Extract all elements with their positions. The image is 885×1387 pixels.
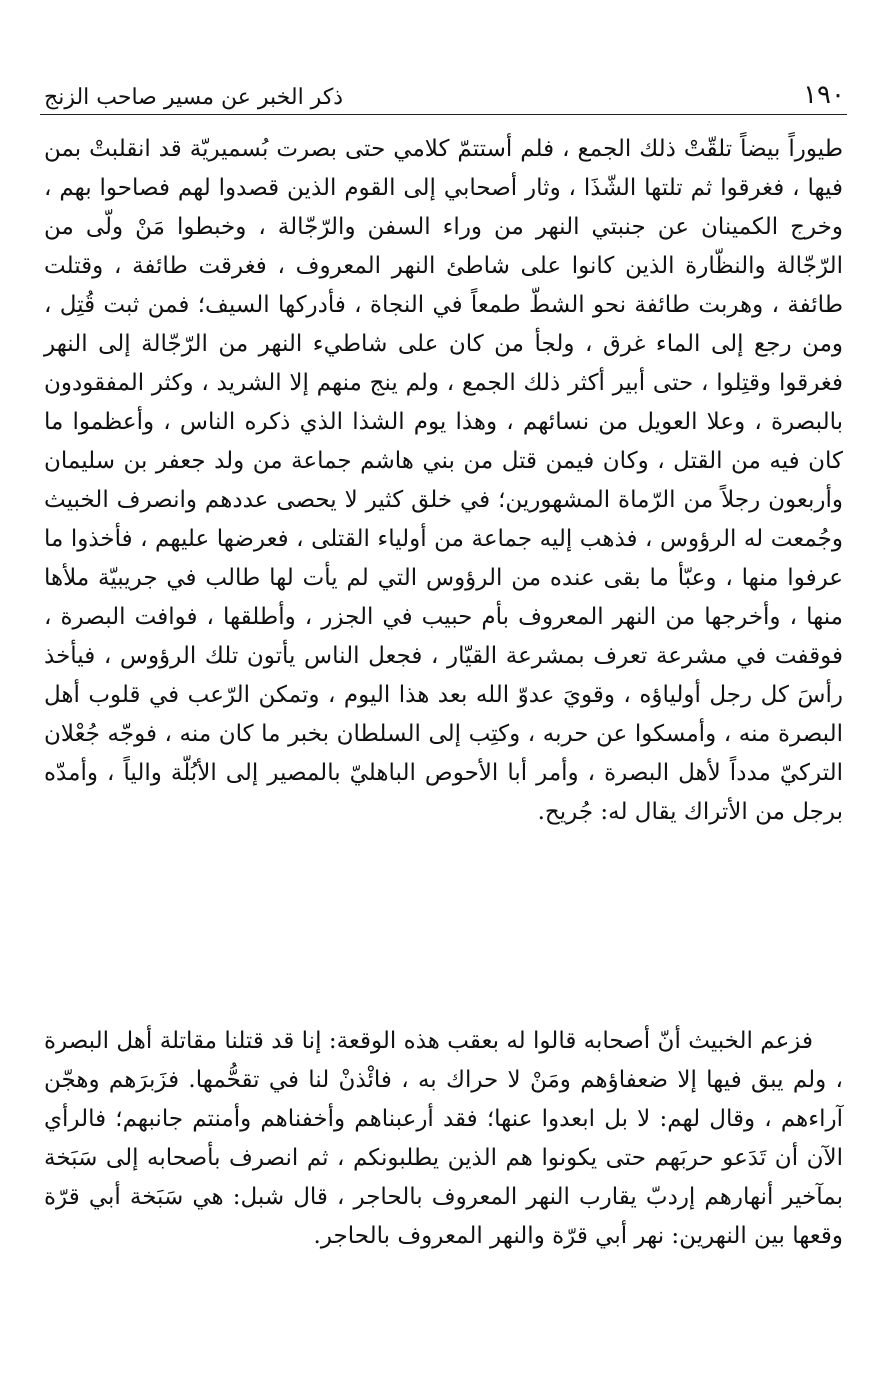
page-header: [44, 68, 845, 110]
paragraph-text: طيوراً بيضاً تلقّتْ ذلك الجمع ، فلم أستتمّ كلامي حتى بصرت بُسميريّة قد انقلبتْ بمن فيها ، فغرقوا ثم تلتها الشّذَا ، وثار أصحابي إلى القوم الذين قصدوا لهم فصاحوا بهم ، وخرج الكمينان عن جنبتي النهر من وراء السفن والرّجّالة ، وخبطوا مَنْ ولّى من الرّجّالة والنظّارة الذين كانوا على شاطئ النهر المعروف ، فغرقت طائفة ، وقتلت طائفة ، وهربت طائفة نحو الشطّ طمعاً في النجاة ، فأدركها السيف؛ فمن ثبت قُتِل ، ومن رجع إلى الماء غرق ، ولجأ من كان على شاطيء النهر من الرّجّالة إلى النهر فغرقوا وقتِلوا ، حتى أبير أكثر ذلك الجمع ، ولم ينج منهم إلا الشريد ، وكثر المفقودون بالبصرة ، وعلا العويل من نسائهم ، وهذا يوم الشذا الذي ذكره الناس ، وأعظموا ما كان فيه من القتل ، وكان فيمن قتل من بني هاشم جماعة من ولد جعفر بن سليمان وأربعون رجلاً من الرّماة المشهورين؛ في خلق كثير لا يحصى عددهم وانصرف الخبيث وجُمعت له الرؤوس ، فذهب إليه جماعة من أولياء القتلى ، فعرضها عليهم ، فأخذوا ما عرفوا منها ، وعبّأ ما بقى عنده من الرؤوس التي لم يأت لها طالب في جريبيّة ملأها منها ، وأخرجها من النهر المعروف بأم حبيب في الجزر ، وأطلقها ، فوافت البصرة ، فوقفت في مشرعة تعرف بمشرعة القيّار ، فجعل الناس يأتون تلك الرؤوس ، فيأخذ رأسَ كل رجل أولياؤه ، وقويَ عدوّ الله بعد هذا اليوم ، وتمكن الرّعب في قلوب أهل البصرة منه ، وأمسكوا عن حربه ، وكتِب إلى السلطان بخبر ما كان منه ، فوجّه جُعْلان التركيّ مدداً لأهل البصرة ، وأمر أبا الأحوص الباهليّ بالمصير إلى الأبُلّة والياً ، وأمدّه برجل من الأتراك يقال له: جُريح.: [44, 136, 843, 825]
paragraph-1: [44, 130, 843, 832]
page-number: ١٩٠: [803, 80, 845, 110]
paragraph-text: فزعم الخبيث أنّ أصحابه قالوا له بعقب هذه الوقعة: إنا قد قتلنا مقاتلة أهل البصرة ، ولم يبق فيها إلا ضعفاؤهم ومَنْ لا حراك به ، فائْذنْ لنا في تقحُّمها. فزَبرَهم وهجّن آراءهم ، وقال لهم: لا بل ابعدوا عنها؛ فقد أرعبناهم وأخفناهم وأمنتم جانبهم؛ فالرأي الآن أن تَدَعو حربَهم حتى يكونوا هم الذين يطلبونكم ، ثم انصرف بأصحابه إلى سَبَخة بمآخير أنهارهم إردبّ يقارب النهر المعروف بالحاجر ، قال شبل: هي سَبَخة أبي قرّة وقعها بين النهرين: نهر أبي قرّة والنهر المعروف بالحاجر.: [44, 1028, 843, 1249]
header-divider: [40, 114, 847, 115]
running-title: ذكر الخبر عن مسير صاحب الزنج: [44, 85, 344, 110]
paragraph-2: [44, 1022, 843, 1256]
